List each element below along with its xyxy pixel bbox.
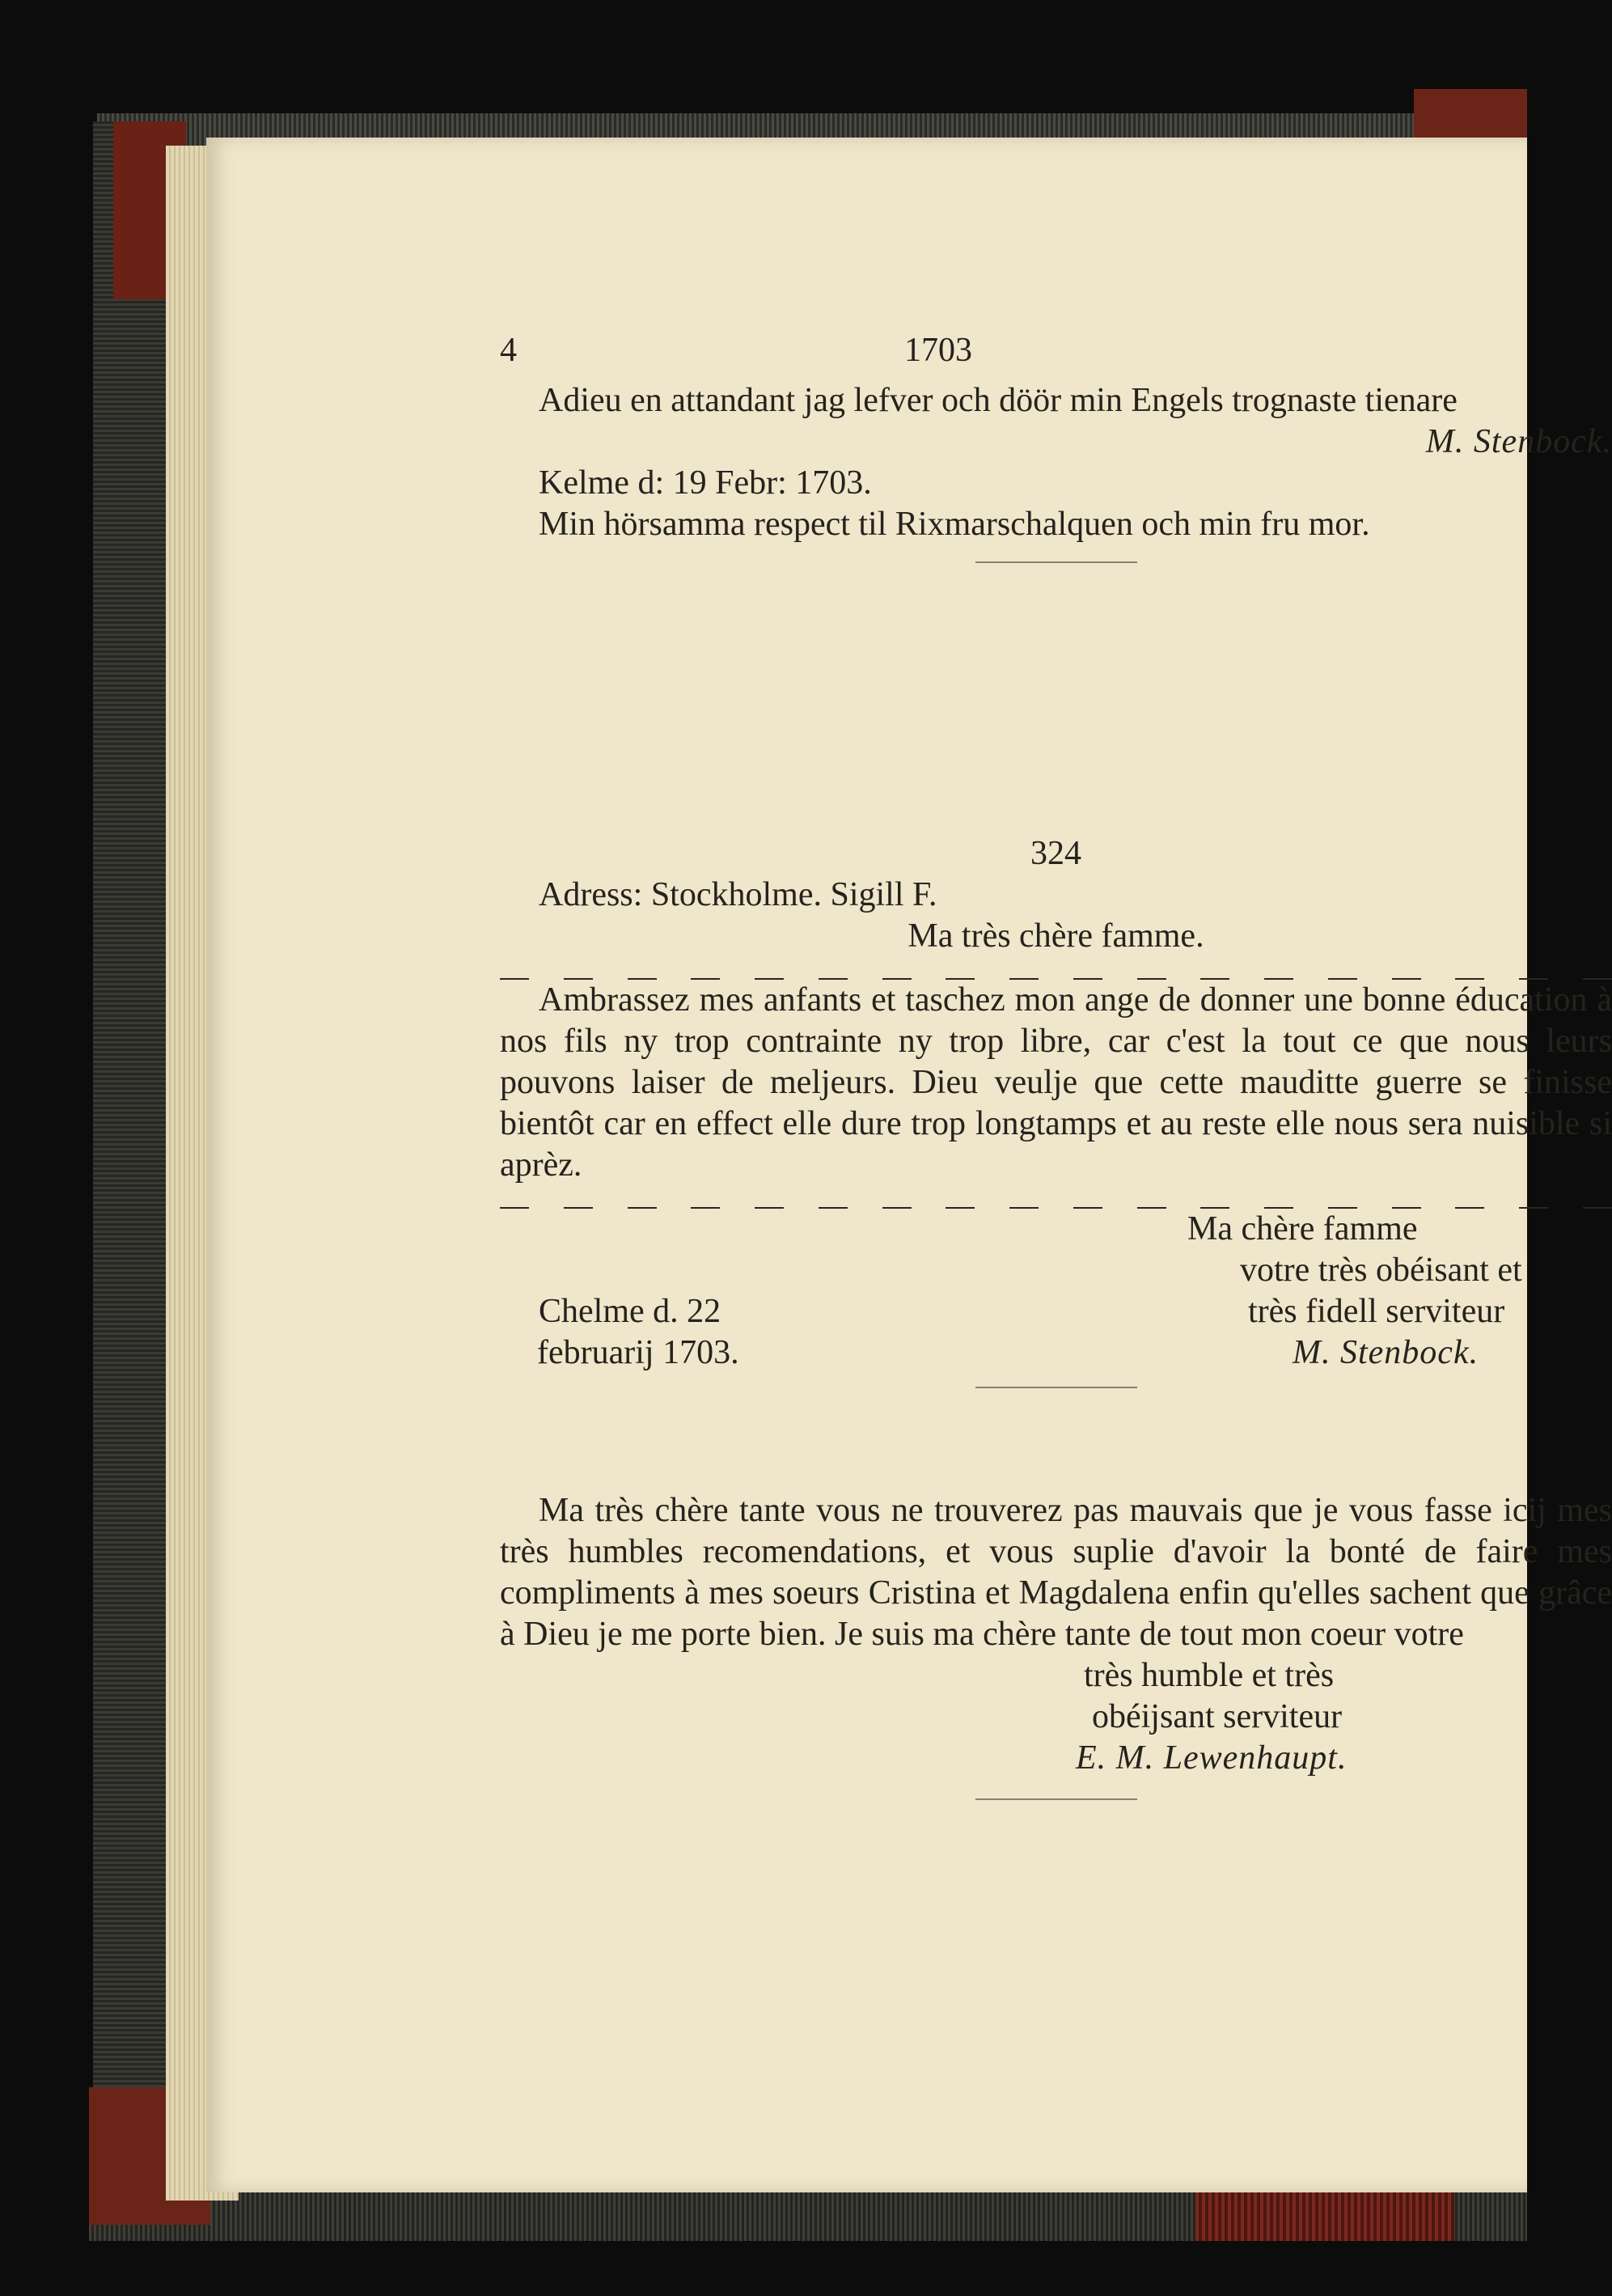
- closing-line: très fidell serviteur: [1248, 1293, 1505, 1330]
- letter-1-signature: M. Stenbock.: [1425, 423, 1612, 460]
- book-page: [206, 138, 1612, 2192]
- closing-line: obéijsant serviteur: [1092, 1698, 1343, 1735]
- running-header: [500, 330, 1612, 379]
- closing-line: votre très obéisant et: [1240, 1252, 1522, 1289]
- section-divider: [975, 1387, 1137, 1388]
- letter-1-body: Adieu en attandant jag lefver och döör min Engels trognaste tienare: [539, 382, 1458, 419]
- ellipsis-dashes: [500, 1186, 1612, 1209]
- place-date: februarij 1703.: [537, 1334, 739, 1371]
- letter-2-signature: M. Stenbock.: [1293, 1334, 1479, 1371]
- book-cover-spine: [93, 121, 174, 2233]
- letter-3-body: Ma très chère tante vous ne trouverez pas mauvais que je vous fasse icij mes très humbles recomendations, et vous suplie d'avoir la bonté de faire mes compliments à mes soeurs Cristina et Magdalena enfin qu'elles sachent que grâce à Dieu je me porte bien. Je suis ma chère tante de tout mon coeur votre: [500, 1492, 1612, 1653]
- running-year: 1703: [904, 332, 972, 369]
- letter-2-salutation: Ma très chère famme.: [908, 917, 1204, 955]
- page-number: 4: [500, 332, 517, 369]
- closing-line: Ma chère famme: [1187, 1210, 1418, 1248]
- letter-2-body: Ambrassez mes anfants et taschez mon ange de donner une bonne éducation à nos fils ny trop contrainte ny trop libre, car c'est la tout ce que nous leurs pouvons laiser de meljeurs. Dieu veulje que cette mauditte guerre se finisse bientôt car en effect elle dure trop longtamps et au reste elle nous sera nuisible si aprèz.: [500, 981, 1612, 1184]
- section-divider: [975, 561, 1137, 563]
- letter-3: [500, 1490, 1612, 1800]
- closing-line: très humble et très: [1084, 1657, 1335, 1694]
- letter-1: [500, 380, 1612, 563]
- letter-number: 324: [1030, 835, 1081, 872]
- letter-1-postscript: Min hörsamma respect til Rixmarschalquen och min fru mor.: [539, 506, 1370, 543]
- letter-2-closing: [500, 1209, 1612, 1374]
- letter-1-date: Kelme d: 19 Febr: 1703.: [539, 464, 872, 502]
- letter-2-address: Adress: Stockholme. Sigill F.: [539, 876, 937, 913]
- letter-2: [500, 833, 1612, 1388]
- book-cover-bottom: [89, 2184, 1527, 2241]
- letter-3-signature: E. M. Lewenhaupt.: [1076, 1739, 1348, 1777]
- ellipsis-dashes: [500, 957, 1612, 980]
- section-divider: [975, 1798, 1137, 1800]
- place-date: Chelme d. 22: [539, 1293, 721, 1330]
